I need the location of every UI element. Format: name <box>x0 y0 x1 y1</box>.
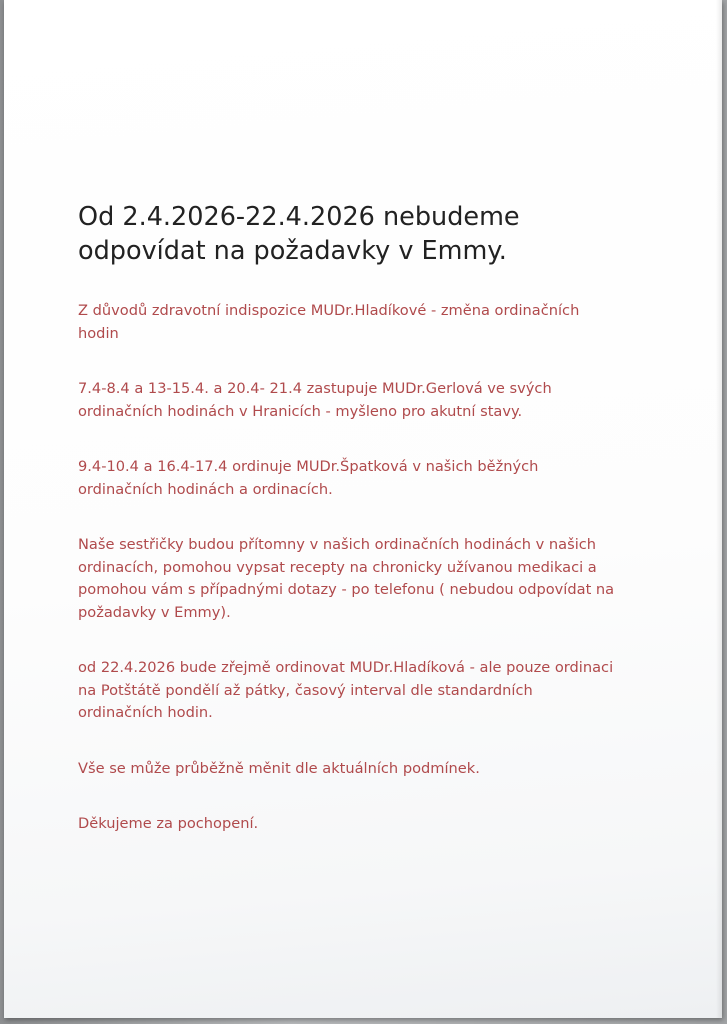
paragraph-substitute-gerlova: 7.4-8.4 a 13-15.4. a 20.4- 21.4 zastupuje MUDr.Gerlová ve svých ordinačních hodinách v Hranicích - myšleno pro akutní stavy. <box>78 380 552 420</box>
paragraph-substitute-spatkova: 9.4-10.4 a 16.4-17.4 ordinuje MUDr.Špatková v našich běžných ordinačních hodinách a ordinacích. <box>78 458 539 498</box>
paper-edge-shadow <box>716 0 722 1018</box>
paragraph-thanks: Děkujeme za pochopení. <box>78 815 259 832</box>
paragraph-changes: Vše se může průběžně měnit dle aktuálních podmínek. <box>78 759 480 777</box>
paragraph-indisposition: Z důvodů zdravotní indispozice MUDr.Hladíkové - změna ordinačních hodin <box>78 302 580 342</box>
notice-sheet <box>4 0 722 1018</box>
paragraph-return: od 22.4.2026 bude zřejmě ordinovat MUDr.Hladíková - ale pouze ordinaci na Potštátě pondělí až pátky, časový interval dle standardních ordinačních hodin. <box>78 659 614 721</box>
paragraph-nurses: Naše sestřičky budou přítomny v našich ordinačních hodinách v našich ordinacích, pomohou vypsat recepty na chronicky užívanou medikaci a pomohou vám s případnými dotazy - po telefonu ( nebudou odpovídat na požadavky v Emmy). <box>78 536 615 621</box>
notice-heading <box>78 200 678 268</box>
heading-line-1: Od 2.4.2026-22.4.2026 nebudeme <box>78 202 520 232</box>
heading-line-2: odpovídat na požadavky v Emmy. <box>78 236 507 266</box>
notice-content <box>78 200 678 836</box>
